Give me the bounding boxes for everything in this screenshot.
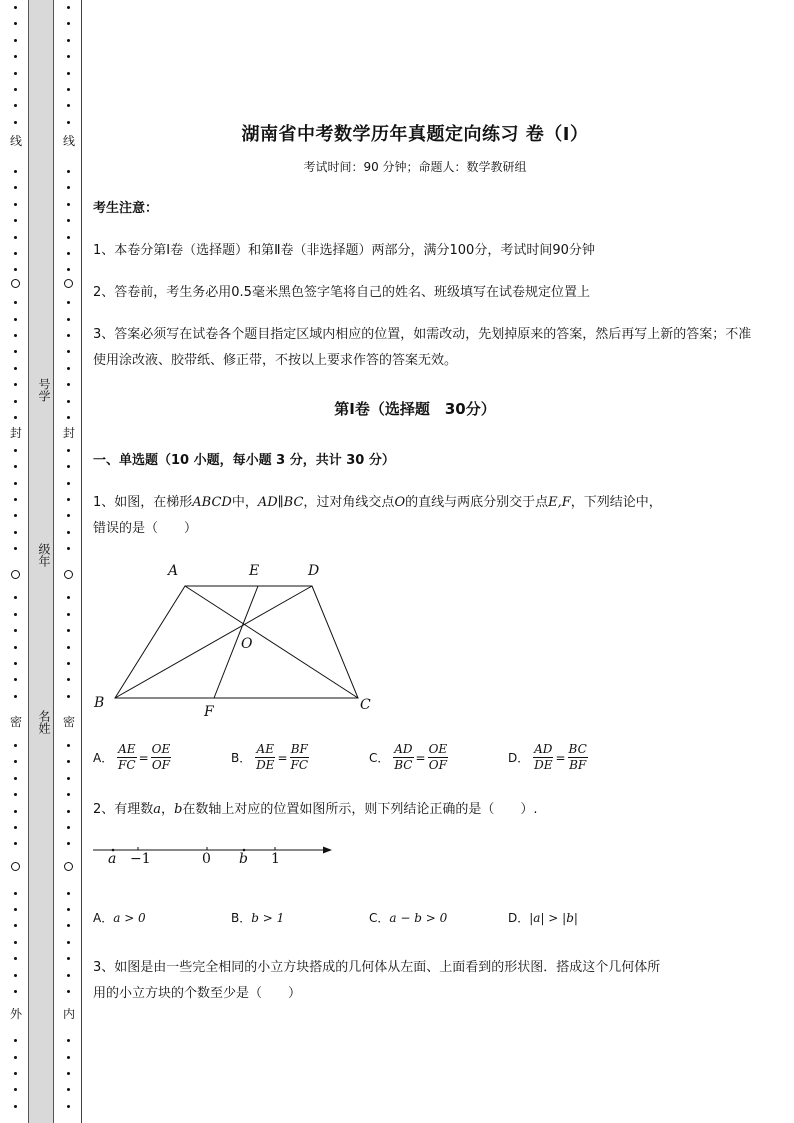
q1-text: 1、如图，在梯形 (93, 495, 193, 510)
binding-strip-inner (56, 0, 82, 1123)
binding-dot (67, 678, 70, 681)
student-info-band (28, 0, 54, 1123)
binding-dot (14, 514, 17, 517)
binding-dot (67, 1105, 70, 1108)
binding-dot (67, 318, 70, 321)
binding-dot (67, 203, 70, 206)
fraction-den: FC (118, 758, 136, 772)
option-expr: a − b > 0 (389, 911, 448, 925)
fraction-num: AE (118, 742, 136, 756)
axis-label-a: a (108, 851, 117, 867)
binding-dot (67, 482, 70, 485)
binding-dot (14, 1039, 17, 1042)
q2-option-a[interactable] (93, 909, 146, 926)
binding-dot (67, 170, 70, 173)
equals-sign: = (277, 750, 288, 765)
mark-xian-inner: 线 (62, 134, 75, 148)
q2-var: b (174, 802, 183, 817)
mark-mi-outer: 密 (9, 715, 22, 729)
binding-dot (14, 547, 17, 550)
mark-wai: 外 (9, 1007, 22, 1021)
binding-dot (14, 186, 17, 189)
binding-dot (67, 465, 70, 468)
binding-dot (67, 367, 70, 370)
number-line (90, 842, 340, 858)
notice-item-1: 1、本卷分第Ⅰ卷（选择题）和第Ⅱ卷（非选择题）两部分，满分100分，考试时间90分钟 (93, 243, 595, 258)
binding-dot (67, 236, 70, 239)
mark-feng-outer: 封 (9, 426, 22, 440)
binding-dot (14, 203, 17, 206)
question-3-stem-line2: 用的小立方块的个数至少是（ ） (93, 986, 302, 1001)
binding-dot (67, 1072, 70, 1075)
binding-dot (14, 22, 17, 25)
binding-dot (14, 990, 17, 993)
binding-dot (67, 826, 70, 829)
fraction-num: AD (394, 742, 413, 756)
ring-mark (64, 570, 73, 579)
fraction-num: OE (151, 742, 171, 756)
q1-option-a[interactable] (93, 742, 171, 773)
q1-option-d[interactable] (508, 742, 588, 773)
label-e: E (249, 563, 260, 579)
binding-dot (14, 1056, 17, 1059)
binding-dot (14, 88, 17, 91)
binding-dot (67, 547, 70, 550)
q1-math: O (394, 495, 406, 510)
section-title: 第Ⅰ卷（选择题 30分） (334, 400, 496, 418)
fraction-den: DE (534, 758, 553, 772)
notice-heading: 考生注意： (93, 201, 159, 216)
binding-dot (14, 974, 17, 977)
binding-dot (14, 1088, 17, 1091)
q1-math: E,F (548, 495, 571, 510)
q1-math: AD∥BC (257, 495, 304, 510)
binding-dot (14, 596, 17, 599)
label-o: O (241, 636, 253, 652)
option-letter: D． (508, 751, 530, 765)
binding-dot (14, 383, 17, 386)
binding-dot (14, 498, 17, 501)
exam-title: 湖南省中考数学历年真题定向练习 卷（Ⅰ） (241, 124, 589, 145)
binding-dot (67, 646, 70, 649)
diagonal-ac (185, 586, 358, 698)
option-letter: A． (93, 911, 114, 925)
ring-mark (11, 279, 20, 288)
fraction-den: OF (151, 758, 171, 772)
q2-var: a (153, 802, 162, 817)
axis-label-0: 0 (202, 851, 211, 867)
binding-dot (67, 760, 70, 763)
binding-dot (14, 662, 17, 665)
question-1-stem-line2: 错误的是（ ） (93, 521, 198, 536)
label-c: C (360, 697, 371, 713)
option-letter: C． (369, 911, 390, 925)
binding-dot (67, 908, 70, 911)
question-3-stem-line1: 3、如图是由一些完全相同的小立方块搭成的几何体从左面、上面看到的形状图．搭成这个几何体所 (93, 960, 661, 975)
binding-dot (67, 334, 70, 337)
binding-dot (14, 793, 17, 796)
binding-dot (67, 350, 70, 353)
q2-text: 在数轴上对应的位置如图所示，则下列结论正确的是（ ）. (182, 802, 538, 817)
option-letter: C． (369, 751, 390, 765)
q2-option-b[interactable] (231, 909, 284, 926)
binding-strip-outer (0, 0, 30, 1123)
q1-option-c[interactable] (369, 742, 448, 773)
binding-dot (67, 219, 70, 222)
axis-label-b: b (239, 851, 248, 867)
fraction-den: DE (256, 758, 275, 772)
binding-dot (67, 39, 70, 42)
binding-dot (14, 350, 17, 353)
binding-dot (14, 39, 17, 42)
binding-dot (67, 400, 70, 403)
q1-math: ABCD (192, 495, 232, 510)
part-heading: 一、单选题（10 小题，每小题 3 分，共计 30 分） (93, 453, 395, 468)
fraction-num: OE (428, 742, 448, 756)
notice-item-3: 3、答案必须写在试卷各个题目指定区域内相应的位置，如需改动，先划掉原来的答案，然后再写上新的答案；不准使用涂改液、胶带纸、修正带，不按以上要求作答的答案无效。 (93, 327, 752, 368)
binding-dot (67, 1039, 70, 1042)
binding-dot (14, 842, 17, 845)
option-letter: B． (231, 751, 252, 765)
binding-dot (14, 482, 17, 485)
binding-dot (14, 826, 17, 829)
fraction-den: BC (394, 758, 413, 772)
equals-sign: = (138, 750, 149, 765)
axis-label-minus-1: −1 (130, 851, 151, 867)
binding-dot (67, 662, 70, 665)
ring-mark (64, 862, 73, 871)
binding-dot (14, 760, 17, 763)
binding-dot (14, 810, 17, 813)
q2-option-d[interactable] (508, 909, 578, 926)
binding-dot (67, 514, 70, 517)
question-1-stem (93, 490, 753, 516)
q1-option-b[interactable] (231, 742, 309, 773)
binding-dot (67, 957, 70, 960)
binding-dot (14, 236, 17, 239)
label-a: A (168, 563, 179, 579)
binding-dot (14, 941, 17, 944)
binding-dot (67, 383, 70, 386)
diagonal-bd (115, 586, 312, 698)
q1-text: 中， (231, 495, 258, 510)
binding-dot (67, 810, 70, 813)
mark-xian-outer: 线 (9, 134, 22, 148)
binding-dot (14, 678, 17, 681)
mark-feng-inner: 封 (62, 426, 75, 440)
binding-dot (14, 465, 17, 468)
binding-dot (67, 121, 70, 124)
binding-dot (14, 318, 17, 321)
binding-dot (14, 301, 17, 304)
ring-mark (64, 279, 73, 288)
fraction-den: FC (290, 758, 309, 772)
binding-dot (14, 268, 17, 271)
binding-dot (67, 268, 70, 271)
binding-dot (67, 744, 70, 747)
binding-dot (14, 744, 17, 747)
q2-option-c[interactable] (369, 909, 447, 926)
binding-dot (67, 6, 70, 9)
binding-dot (67, 613, 70, 616)
binding-dot (67, 941, 70, 944)
binding-dot (14, 367, 17, 370)
q2-text: 2、有理数 (93, 802, 154, 817)
question-2-stem (93, 797, 753, 823)
q1-text: 的直线与两底分别交于点 (405, 495, 549, 510)
equals-sign: = (555, 750, 566, 765)
field-grade: 级年 (37, 543, 51, 567)
binding-dot (67, 695, 70, 698)
q1-text: ，下列结论中， (570, 495, 662, 510)
binding-dot (14, 629, 17, 632)
option-expr: a > 0 (113, 911, 146, 925)
equals-sign: = (415, 750, 426, 765)
binding-dot (67, 842, 70, 845)
mark-mi-inner: 密 (62, 715, 75, 729)
binding-dot (67, 186, 70, 189)
binding-dot (67, 793, 70, 796)
binding-dot (14, 334, 17, 337)
exam-subtitle: 考试时间：90 分钟；命题人：数学教研组 (303, 160, 527, 174)
q2-text: ， (161, 802, 175, 817)
binding-dot (14, 908, 17, 911)
ring-mark (11, 570, 20, 579)
binding-dot (14, 613, 17, 616)
binding-dot (67, 990, 70, 993)
binding-dot (14, 531, 17, 534)
fraction-den: OF (428, 758, 447, 772)
option-letter: B． (231, 911, 252, 925)
mark-nei: 内 (62, 1007, 75, 1021)
binding-dot (67, 1088, 70, 1091)
binding-dot (67, 55, 70, 58)
binding-dot (67, 498, 70, 501)
binding-dot (14, 646, 17, 649)
binding-dot (67, 596, 70, 599)
field-student-number: 号学 (37, 378, 51, 402)
binding-dot (67, 777, 70, 780)
fraction-den: BF (569, 758, 587, 772)
fraction-num: AE (256, 742, 274, 756)
binding-dot (67, 531, 70, 534)
binding-dot (67, 416, 70, 419)
binding-dot (14, 252, 17, 255)
binding-dot (67, 104, 70, 107)
option-expr: |a| > |b| (529, 911, 578, 925)
binding-dot (14, 121, 17, 124)
binding-dot (67, 88, 70, 91)
binding-dot (14, 170, 17, 173)
binding-dot (67, 629, 70, 632)
binding-dot (14, 695, 17, 698)
binding-dot (14, 219, 17, 222)
trapezoid-figure (90, 558, 390, 723)
binding-dot (14, 957, 17, 960)
binding-dot (67, 892, 70, 895)
fraction-num: AD (534, 742, 553, 756)
binding-dot (14, 449, 17, 452)
binding-dot (14, 104, 17, 107)
option-letter: D． (508, 911, 530, 925)
binding-dot (14, 72, 17, 75)
binding-dot (14, 892, 17, 895)
binding-dot (67, 974, 70, 977)
label-f: F (204, 704, 214, 720)
binding-dot (67, 252, 70, 255)
axis-label-1: 1 (271, 851, 280, 867)
axis-arrow (323, 847, 332, 854)
binding-dot (14, 924, 17, 927)
label-d: D (308, 563, 320, 579)
notice-item-2: 2、答卷前，考生务必用0.5毫米黑色签字笔将自己的姓名、班级填写在试卷规定位置上 (93, 285, 590, 300)
binding-dot (14, 777, 17, 780)
binding-dot (14, 1105, 17, 1108)
fraction-num: BF (290, 742, 308, 756)
label-b: B (94, 695, 105, 711)
binding-dot (14, 55, 17, 58)
ring-mark (11, 862, 20, 871)
fraction-num: BC (568, 742, 587, 756)
binding-dot (14, 6, 17, 9)
binding-dot (67, 22, 70, 25)
binding-dot (14, 416, 17, 419)
option-letter: A． (93, 751, 114, 765)
q1-text: ，过对角线交点 (303, 495, 395, 510)
binding-dot (67, 301, 70, 304)
field-name: 名姓 (37, 710, 51, 734)
binding-dot (67, 72, 70, 75)
binding-dot (67, 449, 70, 452)
binding-dot (67, 1056, 70, 1059)
binding-dot (67, 924, 70, 927)
binding-dot (14, 1072, 17, 1075)
option-expr: b > 1 (251, 911, 285, 925)
binding-dot (14, 400, 17, 403)
